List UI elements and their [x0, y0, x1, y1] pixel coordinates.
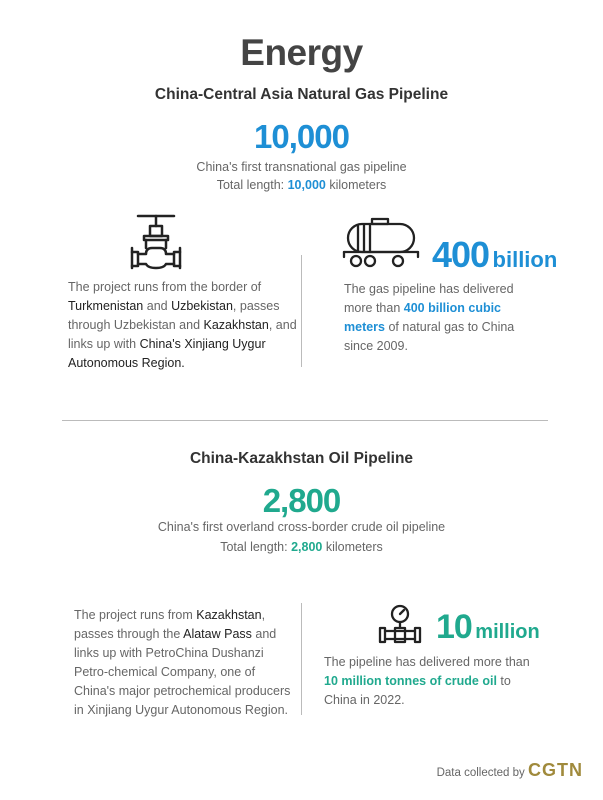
gas-length-big-number: 10,000 — [254, 118, 349, 155]
oil-length-unit: kilometers — [322, 540, 383, 554]
oil-delivered-stat — [436, 608, 540, 647]
section-divider — [62, 420, 548, 421]
keyword-uzbekistan: Uzbekistan — [171, 299, 233, 313]
oil-section-title: China-Kazakhstan Oil Pipeline — [189, 450, 414, 467]
gas-length-unit: kilometers — [325, 178, 387, 192]
oil-route-text: The project runs from Kazakhstan, passes through the Alataw Pass and links up with PetroChina Dushanzi Petro-chemical Company, one of China's major petrochemical producers in Xinjiang Uygur Autonomous Region. — [74, 608, 291, 717]
oil-stat-number: 10 — [436, 608, 472, 646]
gas-length-label: Total length: — [216, 178, 288, 192]
oil-delivered-text: The pipeline has delivered more than 10 million tonnes of crude oil to China in 2022. — [324, 655, 530, 707]
gas-delivered-stat — [432, 234, 557, 276]
keyword-kazakhstan: Kazakhstan — [203, 318, 269, 332]
keyword-xinjiang: China's Xinjiang Uygur Autonomous Region. — [68, 337, 266, 370]
tanker-truck-icon — [342, 217, 420, 269]
gas-description: China's first transnational gas pipeline — [196, 160, 407, 174]
cgtn-logo: CGTN — [528, 760, 583, 780]
keyword-turkmenistan: Turkmenistan — [68, 299, 144, 313]
gas-delivered-text: The gas pipeline has delivered more than 400 billion cubic meters of natural gas to China since 2009. — [344, 282, 515, 353]
oil-total-length — [0, 540, 603, 554]
oil-length-label: Total length: — [220, 540, 292, 554]
pressure-gauge-pipe-icon — [378, 604, 422, 644]
gas-length-value: 10,000 — [287, 178, 326, 192]
gas-vertical-divider — [301, 255, 302, 367]
oil-stat-unit: million — [475, 621, 540, 643]
footer-credit — [437, 760, 583, 781]
oil-vertical-divider — [301, 603, 302, 715]
oil-length-big-number: 2,800 — [262, 482, 341, 519]
keyword-kazakhstan-oil: Kazakhstan — [196, 608, 262, 622]
gas-stat-number: 400 — [432, 234, 490, 275]
oil-delivered-highlight: 10 million tonnes of crude oil — [324, 674, 497, 688]
gas-section-title: China-Central Asia Natural Gas Pipeline — [154, 86, 449, 103]
oil-length-value: 2,800 — [291, 540, 323, 554]
keyword-alataw-pass: Alataw Pass — [183, 627, 252, 641]
valve-icon — [128, 210, 184, 274]
gas-total-length — [0, 178, 603, 192]
gas-delivered-highlight: 400 billion cubic meters — [344, 301, 502, 334]
oil-description: China's first overland cross-border crude oil pipeline — [157, 520, 446, 534]
gas-route-text: The project runs from the border of Turkmenistan and Uzbekistan, passes through Uzbekistan and Kazakhstan, and links up with China's Xinjiang Uygur Autonomous Region. — [68, 280, 297, 370]
gas-stat-unit: billion — [492, 247, 558, 272]
page-title: Energy — [240, 32, 363, 73]
footer-label: Data collected by — [436, 767, 528, 779]
